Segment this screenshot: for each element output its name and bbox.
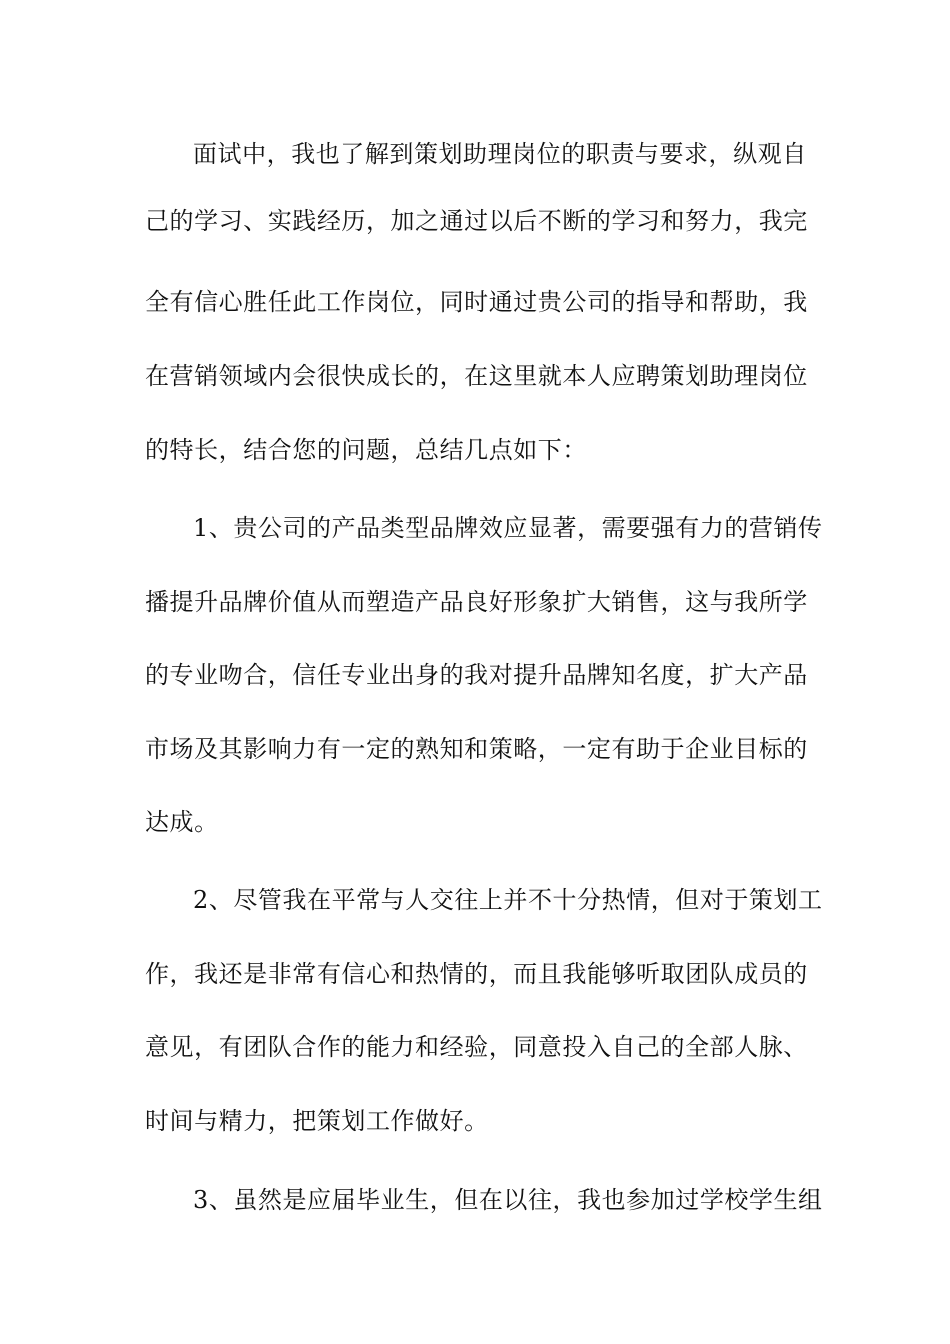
paragraph-3-line-1: 2、尽管我在平常与人交往上并不十分热情，但对于策划工	[193, 886, 823, 914]
paragraph-3-line-4: 时间与精力，把策划工作做好。	[145, 1107, 489, 1135]
paragraph-1-line-2: 己的学习、实践经历，加之通过以后不断的学习和努力，我完	[145, 207, 808, 235]
paragraph-3-line-2: 作，我还是非常有信心和热情的，而且我能够听取团队成员的	[145, 960, 808, 988]
paragraph-2-line-1: 1、贵公司的产品类型品牌效应显著，需要强有力的营销传	[193, 514, 823, 542]
paragraph-2-line-3: 的专业吻合，信任专业出身的我对提升品牌知名度，扩大产品	[145, 661, 808, 689]
paragraph-2-line-5: 达成。	[145, 808, 219, 836]
paragraph-1-line-4: 在营销领域内会很快成长的，在这里就本人应聘策划助理岗位	[145, 362, 808, 390]
paragraph-2-line-4: 市场及其影响力有一定的熟知和策略，一定有助于企业目标的	[145, 735, 808, 763]
paragraph-1-line-3: 全有信心胜任此工作岗位，同时通过贵公司的指导和帮助，我	[145, 288, 808, 316]
paragraph-4-line-1: 3、虽然是应届毕业生，但在以往，我也参加过学校学生组	[193, 1186, 823, 1214]
paragraph-3-line-3: 意见，有团队合作的能力和经验，同意投入自己的全部人脉、	[145, 1033, 808, 1061]
paragraph-2-line-2: 播提升品牌价值从而塑造产品良好形象扩大销售，这与我所学	[145, 588, 808, 616]
paragraph-1-line-1: 面试中，我也了解到策划助理岗位的职责与要求，纵观自	[193, 140, 807, 168]
paragraph-1-line-5: 的特长，结合您的问题，总结几点如下：	[145, 436, 587, 464]
